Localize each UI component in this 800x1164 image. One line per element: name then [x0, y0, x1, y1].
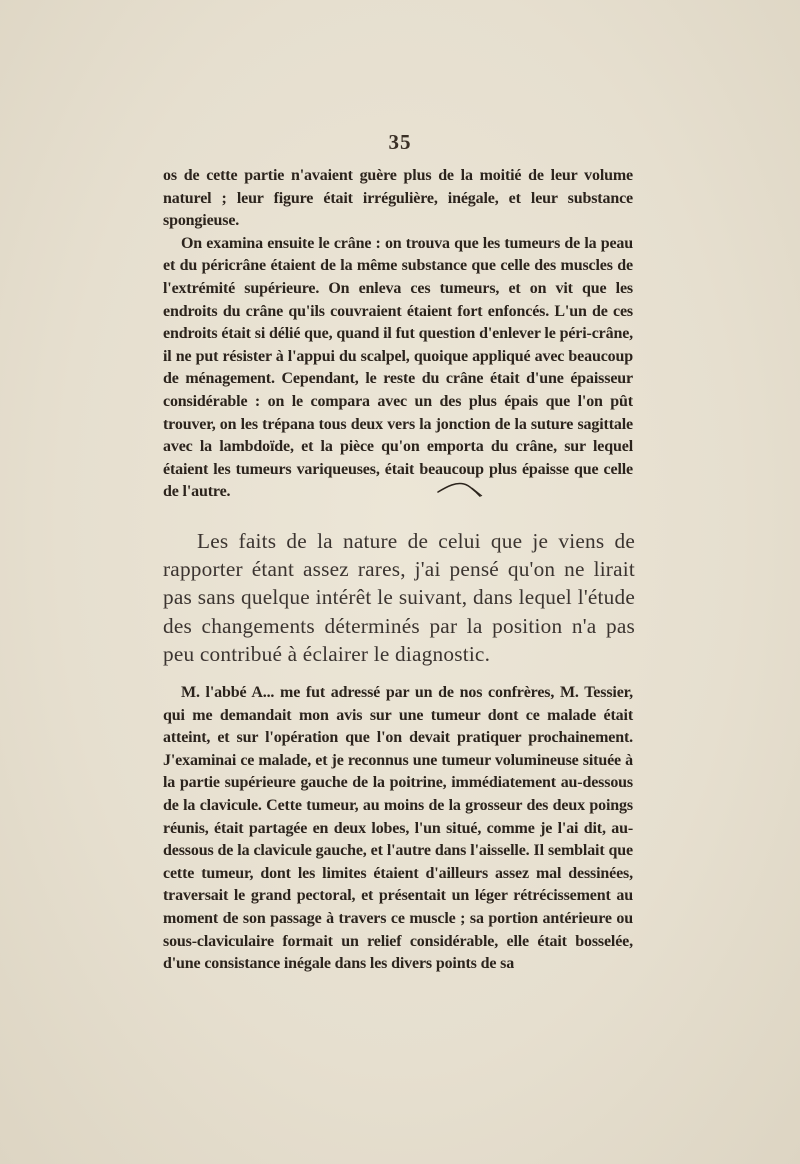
paragraph: os de cette partie n'avaient guère plus de la moitié de leur volume naturel ; leur figure était irrégulière, inégale, et leur substance spongieuse.	[163, 167, 633, 230]
page-number: 35	[388, 130, 412, 154]
paragraph: Les faits de la nature de celui que je viens de rapporter étant assez rares, j'ai pensé qu'on ne lirait pas sans quelque intérêt le suivant, dans lequel l'étude des changements déterminés par la position n'a pas peu contribué à éclairer le diagnostic.	[163, 529, 635, 666]
section-flourish-ornament	[436, 476, 484, 498]
paragraph: On examina ensuite le crâne : on trouva que les tumeurs de la peau et du péricrâne étaient de la même substance que celle des muscles de l'extrémité supérieure. On enleva ces tumeurs, et on vit que les endroits du crâne qu'ils couvraient étaient fort enfoncés. L'un de ces endroits était si délié que, quand il fut question d'enlever le péri-crâne, il ne put résister à l'appui du scalpel, quoique appliqué avec beaucoup de ménagement. Cependant, le reste du crâne était d'une épaisseur considérable : on le compara avec un des plus épais que l'on pût trouver, on les trépana tous deux vers la jonction de la suture sagittale avec la lambdoïde, et la pièce qu'on emporta du crâne, sur lequel étaient les tumeurs variqueuses, était beaucoup plus épaisse que celle de l'autre.	[163, 234, 633, 501]
text-block-introduction	[163, 527, 635, 668]
text-block-case-report	[163, 682, 633, 976]
text-block-observation	[163, 165, 633, 504]
paragraph: M. l'abbé A... me fut adressé par un de nos confrères, M. Tessier, qui me demandait mon avis sur une tumeur dont ce malade était atteint, et sur l'opération que l'on devait pratiquer prochainement. J'examinai ce malade, et je reconnus une tumeur volumineuse située à la partie supérieure gauche de la poitrine, immédiatement au-dessous de la clavicule. Cette tumeur, au moins de la grosseur des deux poings réunis, était partagée en deux lobes, l'un situé, comme je l'ai dit, au-dessous de la clavicule gauche, et l'autre dans l'aisselle. Il semblait que cette tumeur, dont les limites étaient d'ailleurs assez mal dessinées, traversait le grand pectoral, et présentait un léger rétrécissement au moment de son passage à travers ce muscle ; sa portion antérieure ou sous-claviculaire formait un relief considérable, elle était bosselée, d'une consistance inégale dans les divers points de sa	[163, 684, 633, 973]
